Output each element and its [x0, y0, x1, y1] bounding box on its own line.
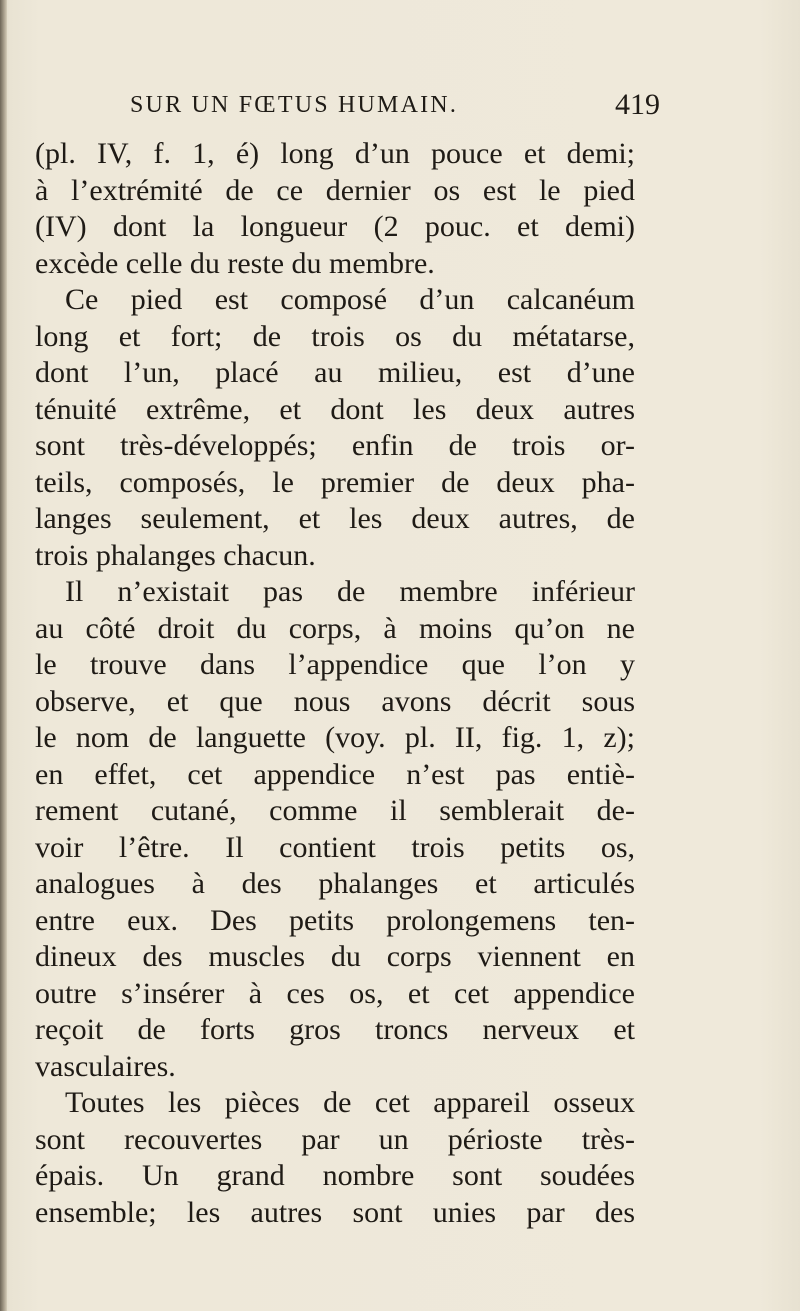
- text-line: voir l’être. Il contient trois petits os,: [35, 830, 635, 864]
- text-line: (IV) dont la longueur (2 pouc. et demi): [35, 210, 635, 243]
- page-number: 419: [615, 88, 660, 121]
- text-line: long et fort; de trois os du métatarse,: [35, 319, 635, 353]
- text-line: trois phalanges chacun.: [35, 538, 316, 572]
- text-line: excède celle du reste du membre.: [35, 246, 435, 280]
- text-line: teils, composés, le premier de deux pha-: [35, 465, 635, 499]
- text-line: rement cutané, comme il semblerait de-: [35, 794, 635, 827]
- text-line: à l’extrémité de ce dernier os est le pied: [35, 173, 635, 207]
- text-line: sont très-développés; enfin de trois or-: [35, 429, 635, 462]
- text-line: le nom de languette (voy. pl. II, fig. 1, z);: [35, 721, 635, 754]
- running-head: [130, 88, 660, 128]
- body-text: [35, 136, 635, 1231]
- text-line: le trouve dans l’appendice que l’on y: [35, 648, 635, 681]
- binding-edge: [0, 0, 7, 1311]
- text-line: outre s’insérer à ces os, et cet appendice: [35, 976, 635, 1010]
- text-line: dineux des muscles du corps viennent en: [35, 940, 635, 973]
- text-line: (pl. IV, f. 1, é) long d’un pouce et demi;: [35, 137, 635, 170]
- text-line: au côté droit du corps, à moins qu’on ne: [35, 611, 635, 645]
- text-line: entre eux. Des petits prolongemens ten-: [35, 903, 635, 937]
- text-line: observe, et que nous avons décrit sous: [35, 684, 635, 718]
- text-line: Ce pied est composé d’un calcanéum: [65, 283, 635, 316]
- text-line: en effet, cet appendice n’est pas entiè-: [35, 757, 635, 791]
- text-line: sont recouvertes par un périoste très-: [35, 1122, 635, 1156]
- text-line: ensemble; les autres sont unies par des: [35, 1195, 635, 1229]
- text-line: Il n’existait pas de membre inférieur: [65, 575, 635, 608]
- text-line: vasculaires.: [35, 1049, 176, 1083]
- running-title: SUR UN FŒTUS HUMAIN.: [130, 92, 459, 118]
- text-line: reçoit de forts gros troncs nerveux et: [35, 1013, 635, 1046]
- text-line: Toutes les pièces de cet appareil osseux: [65, 1086, 635, 1119]
- text-line: épais. Un grand nombre sont soudées: [35, 1159, 635, 1192]
- text-line: langes seulement, et les deux autres, de: [35, 502, 635, 535]
- text-line: ténuité extrême, et dont les deux autres: [35, 392, 635, 426]
- text-line: dont l’un, placé au milieu, est d’une: [35, 356, 635, 389]
- text-line: analogues à des phalanges et articulés: [35, 867, 635, 900]
